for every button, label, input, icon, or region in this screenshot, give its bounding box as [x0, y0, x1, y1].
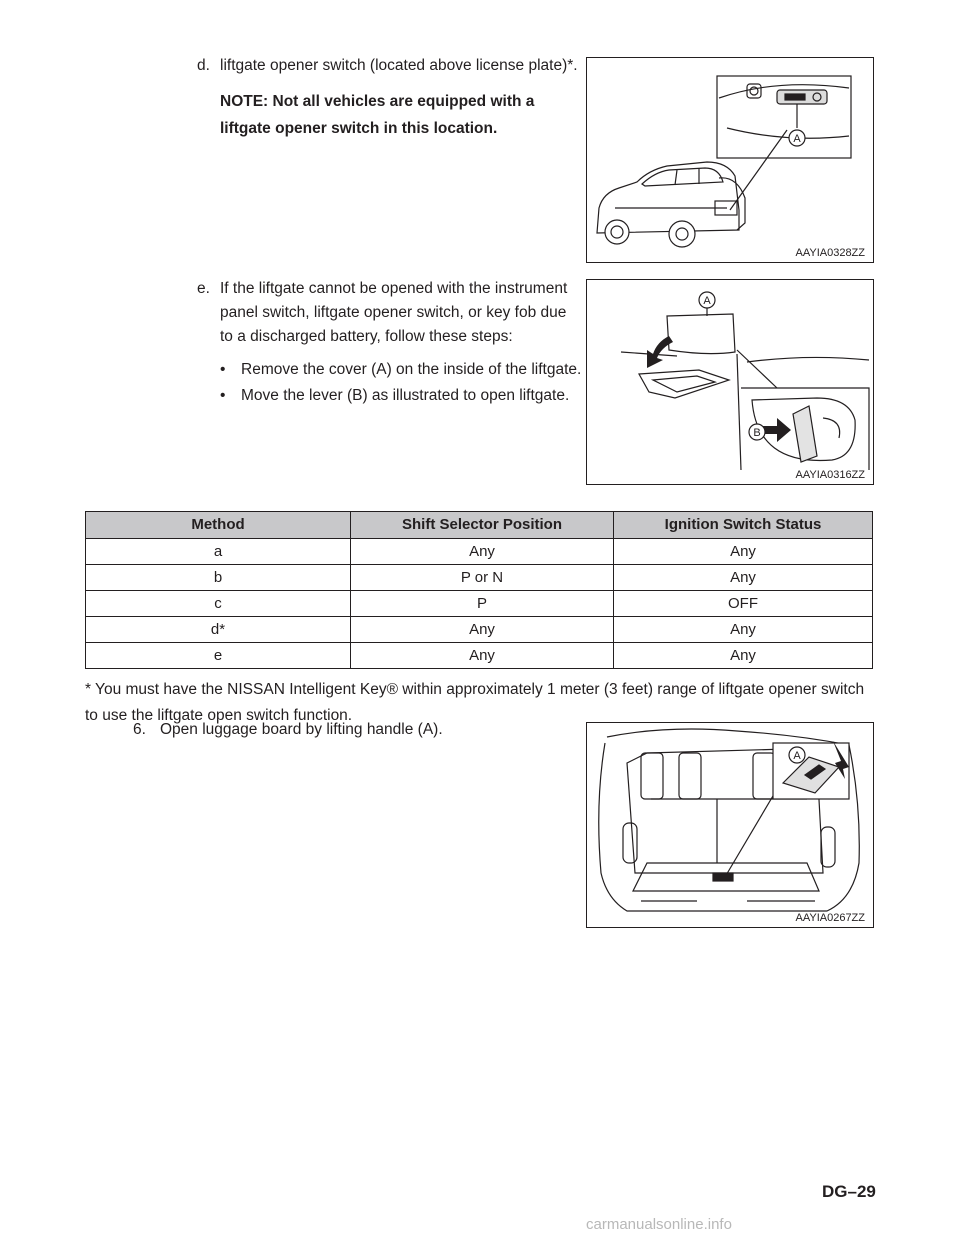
table-row: [86, 565, 873, 591]
figure3-id: AAYIA0267ZZ: [795, 912, 865, 924]
table-cell: Any: [614, 539, 873, 565]
header-method: Method: [86, 512, 351, 539]
watermark-link[interactable]: carmanualsonline.info: [586, 1216, 732, 1233]
table-cell: Any: [351, 617, 614, 643]
table-cell: Any: [614, 643, 873, 669]
figure2-id: AAYIA0316ZZ: [795, 469, 865, 481]
step-6-text: Open luggage board by lifting handle (A).: [160, 721, 443, 738]
figure1-id: AAYIA0328ZZ: [795, 247, 865, 259]
bullet-dot: •: [220, 387, 226, 405]
liftgate-switch-illustration: [587, 58, 874, 263]
bullet-text: Remove the cover (A) on the inside of the liftgate.: [241, 361, 582, 379]
figure-cover-lever: [586, 279, 874, 485]
table-row: [86, 643, 873, 669]
item-e-bullets: [220, 358, 582, 408]
table-cell: b: [86, 565, 351, 591]
item-e: [197, 277, 582, 408]
figure2-callout-a: A: [703, 295, 711, 307]
table-cell: Any: [351, 539, 614, 565]
figure-luggage-board: [586, 722, 874, 928]
table-cell: a: [86, 539, 351, 565]
item-e-label: e.: [197, 280, 210, 297]
item-e-text: If the liftgate cannot be opened with the instrument panel switch, liftgate opener switch, or key fob due to a discharged battery, follow these steps:: [220, 280, 568, 346]
bullet-dot: •: [220, 361, 226, 379]
header-ignition-status: Ignition Switch Status: [614, 512, 873, 539]
table-header-row: [86, 512, 873, 539]
header-shift-selector: Shift Selector Position: [351, 512, 614, 539]
figure3-callout-a: A: [793, 750, 801, 762]
item-d-note: NOTE: Not all vehicles are equipped with a liftgate opener switch in this location.: [220, 93, 535, 138]
bullet-item: [220, 358, 582, 382]
step-6: [133, 718, 443, 742]
table-row: [86, 591, 873, 617]
table-footnote: * You must have the NISSAN Intelligent Key® within approximately 1 meter (3 feet) range of liftgate opener switch to use the liftgate open switch function.: [85, 681, 865, 724]
table-row: [86, 617, 873, 643]
table-cell: d*: [86, 617, 351, 643]
bullet-item: [220, 384, 582, 408]
item-d-label: d.: [197, 57, 210, 74]
table-cell: P or N: [351, 565, 614, 591]
table-cell: Any: [614, 617, 873, 643]
table-cell: P: [351, 591, 614, 617]
table-cell: Any: [614, 565, 873, 591]
page-number: DG–29: [822, 1182, 876, 1201]
step-6-label: 6.: [133, 721, 146, 738]
item-d-text: liftgate opener switch (located above license plate)*.: [220, 57, 578, 74]
figure2-callout-b: B: [753, 427, 761, 439]
item-d: [197, 54, 582, 142]
table-cell: OFF: [614, 591, 873, 617]
bullet-text: Move the lever (B) as illustrated to open liftgate.: [241, 387, 570, 405]
table-cell: e: [86, 643, 351, 669]
figure-liftgate-switch: [586, 57, 874, 263]
luggage-board-illustration: [587, 723, 874, 928]
table-row: [86, 539, 873, 565]
table-cell: Any: [351, 643, 614, 669]
figure1-callout-a: A: [793, 133, 801, 145]
table-cell: c: [86, 591, 351, 617]
cover-lever-illustration: [587, 280, 874, 485]
method-table: [85, 511, 873, 669]
